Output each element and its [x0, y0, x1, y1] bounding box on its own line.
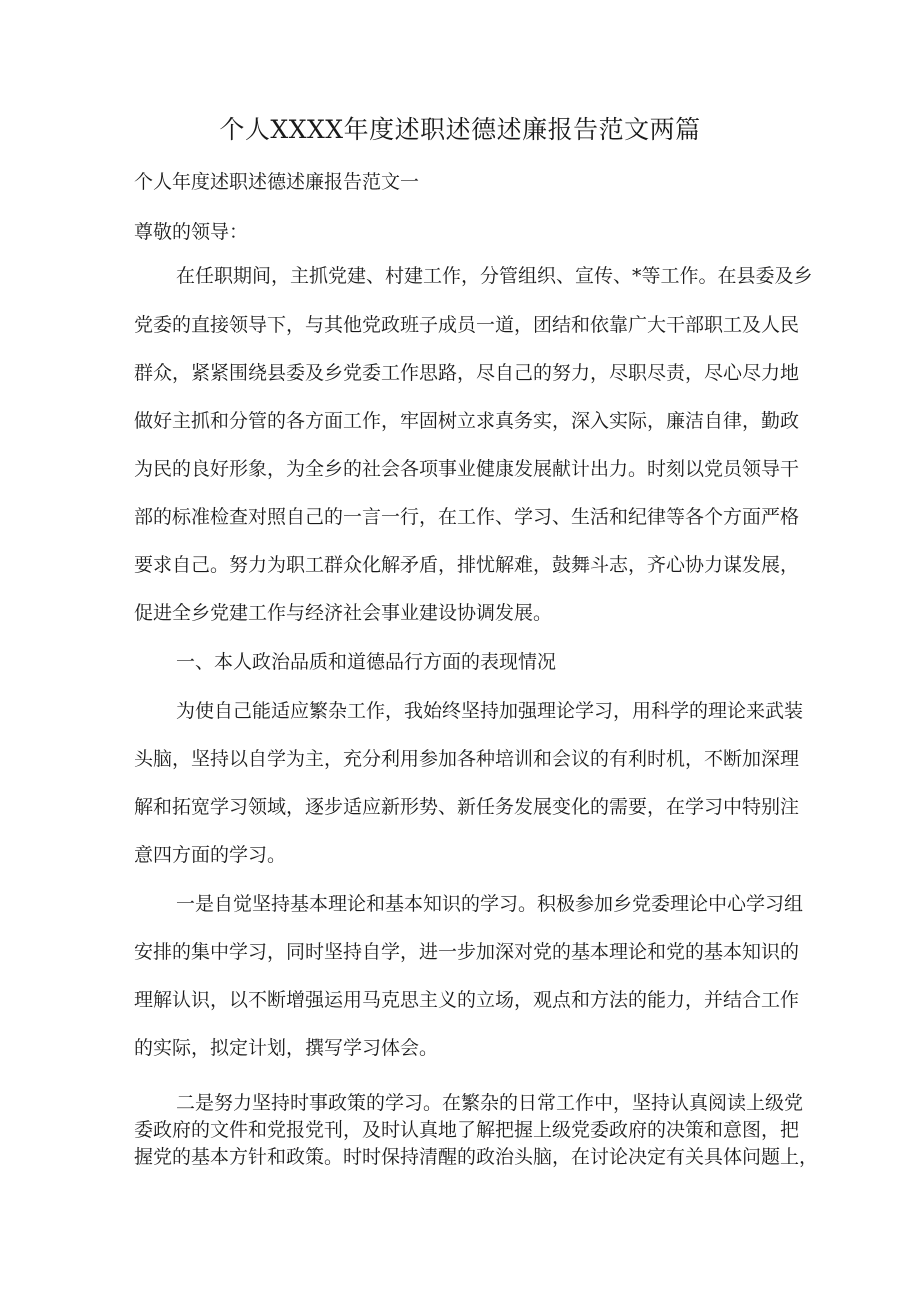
- paragraph-line: 为使自己能适应繁杂工作，我始终坚持加强理论学习，用科学的理论来武装: [176, 700, 804, 722]
- paragraph-line: 委政府的文件和党报党刊，及时认真地了解把握上级党委政府的决策和意图，把: [134, 1119, 800, 1141]
- section-heading: 一、本人政治品质和道德品行方面的表现情况: [176, 651, 557, 673]
- subtitle: 个人年度述职述德述廉报告范文一: [134, 171, 420, 193]
- document-title: 个人XXXX年度述职述德述廉报告范文两篇: [219, 115, 701, 144]
- paragraph-line: 在任职期间，主抓党建、村建工作，分管组织、宣传、*等工作。在县委及乡: [176, 265, 813, 287]
- paragraph-line: 为民的良好形象，为全乡的社会各项事业健康发展献计出力。时刻以党员领导干: [134, 458, 800, 480]
- paragraph-line: 握党的基本方针和政策。时时保持清醒的政治头脑，在讨论决定有关具体问题上，: [134, 1146, 819, 1168]
- paragraph-line: 的实际，拟定计划，撰写学习体会。: [134, 1037, 439, 1059]
- paragraph-line: 党委的直接领导下，与其他党政班子成员一道，团结和依靠广大干部职工及人民: [134, 314, 800, 336]
- paragraph-line: 安排的集中学习，同时坚持自学，进一步加深对党的基本理论和党的基本知识的: [134, 941, 800, 963]
- paragraph-line: 做好主抓和分管的各方面工作，牢固树立求真务实，深入实际，廉洁自律，勤政: [134, 410, 800, 432]
- paragraph-line: 促进全乡党建工作与经济社会事业建设协调发展。: [134, 602, 553, 624]
- paragraph-line: 二是努力坚持时事政策的学习。在繁杂的日常工作中，坚持认真阅读上级党: [176, 1092, 804, 1114]
- paragraph-line: 一是自觉坚持基本理论和基本知识的学习。积极参加乡党委理论中心学习组: [176, 893, 804, 915]
- paragraph-line: 解和拓宽学习领域，逐步适应新形势、新任务发展变化的需要，在学习中特别注: [134, 796, 800, 818]
- paragraph-line: 头脑，坚持以自学为主，充分利用参加各种培训和会议的有利时机，不断加深理: [134, 748, 800, 770]
- paragraph-line: 要求自己。努力为职工群众化解矛盾，排忧解难，鼓舞斗志，齐心协力谋发展，: [134, 554, 800, 576]
- paragraph-line: 部的标准检查对照自己的一言一行，在工作、学习、生活和纪律等各个方面严格: [134, 506, 800, 528]
- salutation: 尊敬的领导：: [134, 221, 249, 243]
- paragraph-line: 群众，紧紧围绕县委及乡党委工作思路，尽自己的努力，尽职尽责，尽心尽力地: [134, 362, 800, 384]
- paragraph-line: 意四方面的学习。: [134, 844, 287, 866]
- paragraph-line: 理解认识，以不断增强运用马克思主义的立场，观点和方法的能力，并结合工作: [134, 989, 800, 1011]
